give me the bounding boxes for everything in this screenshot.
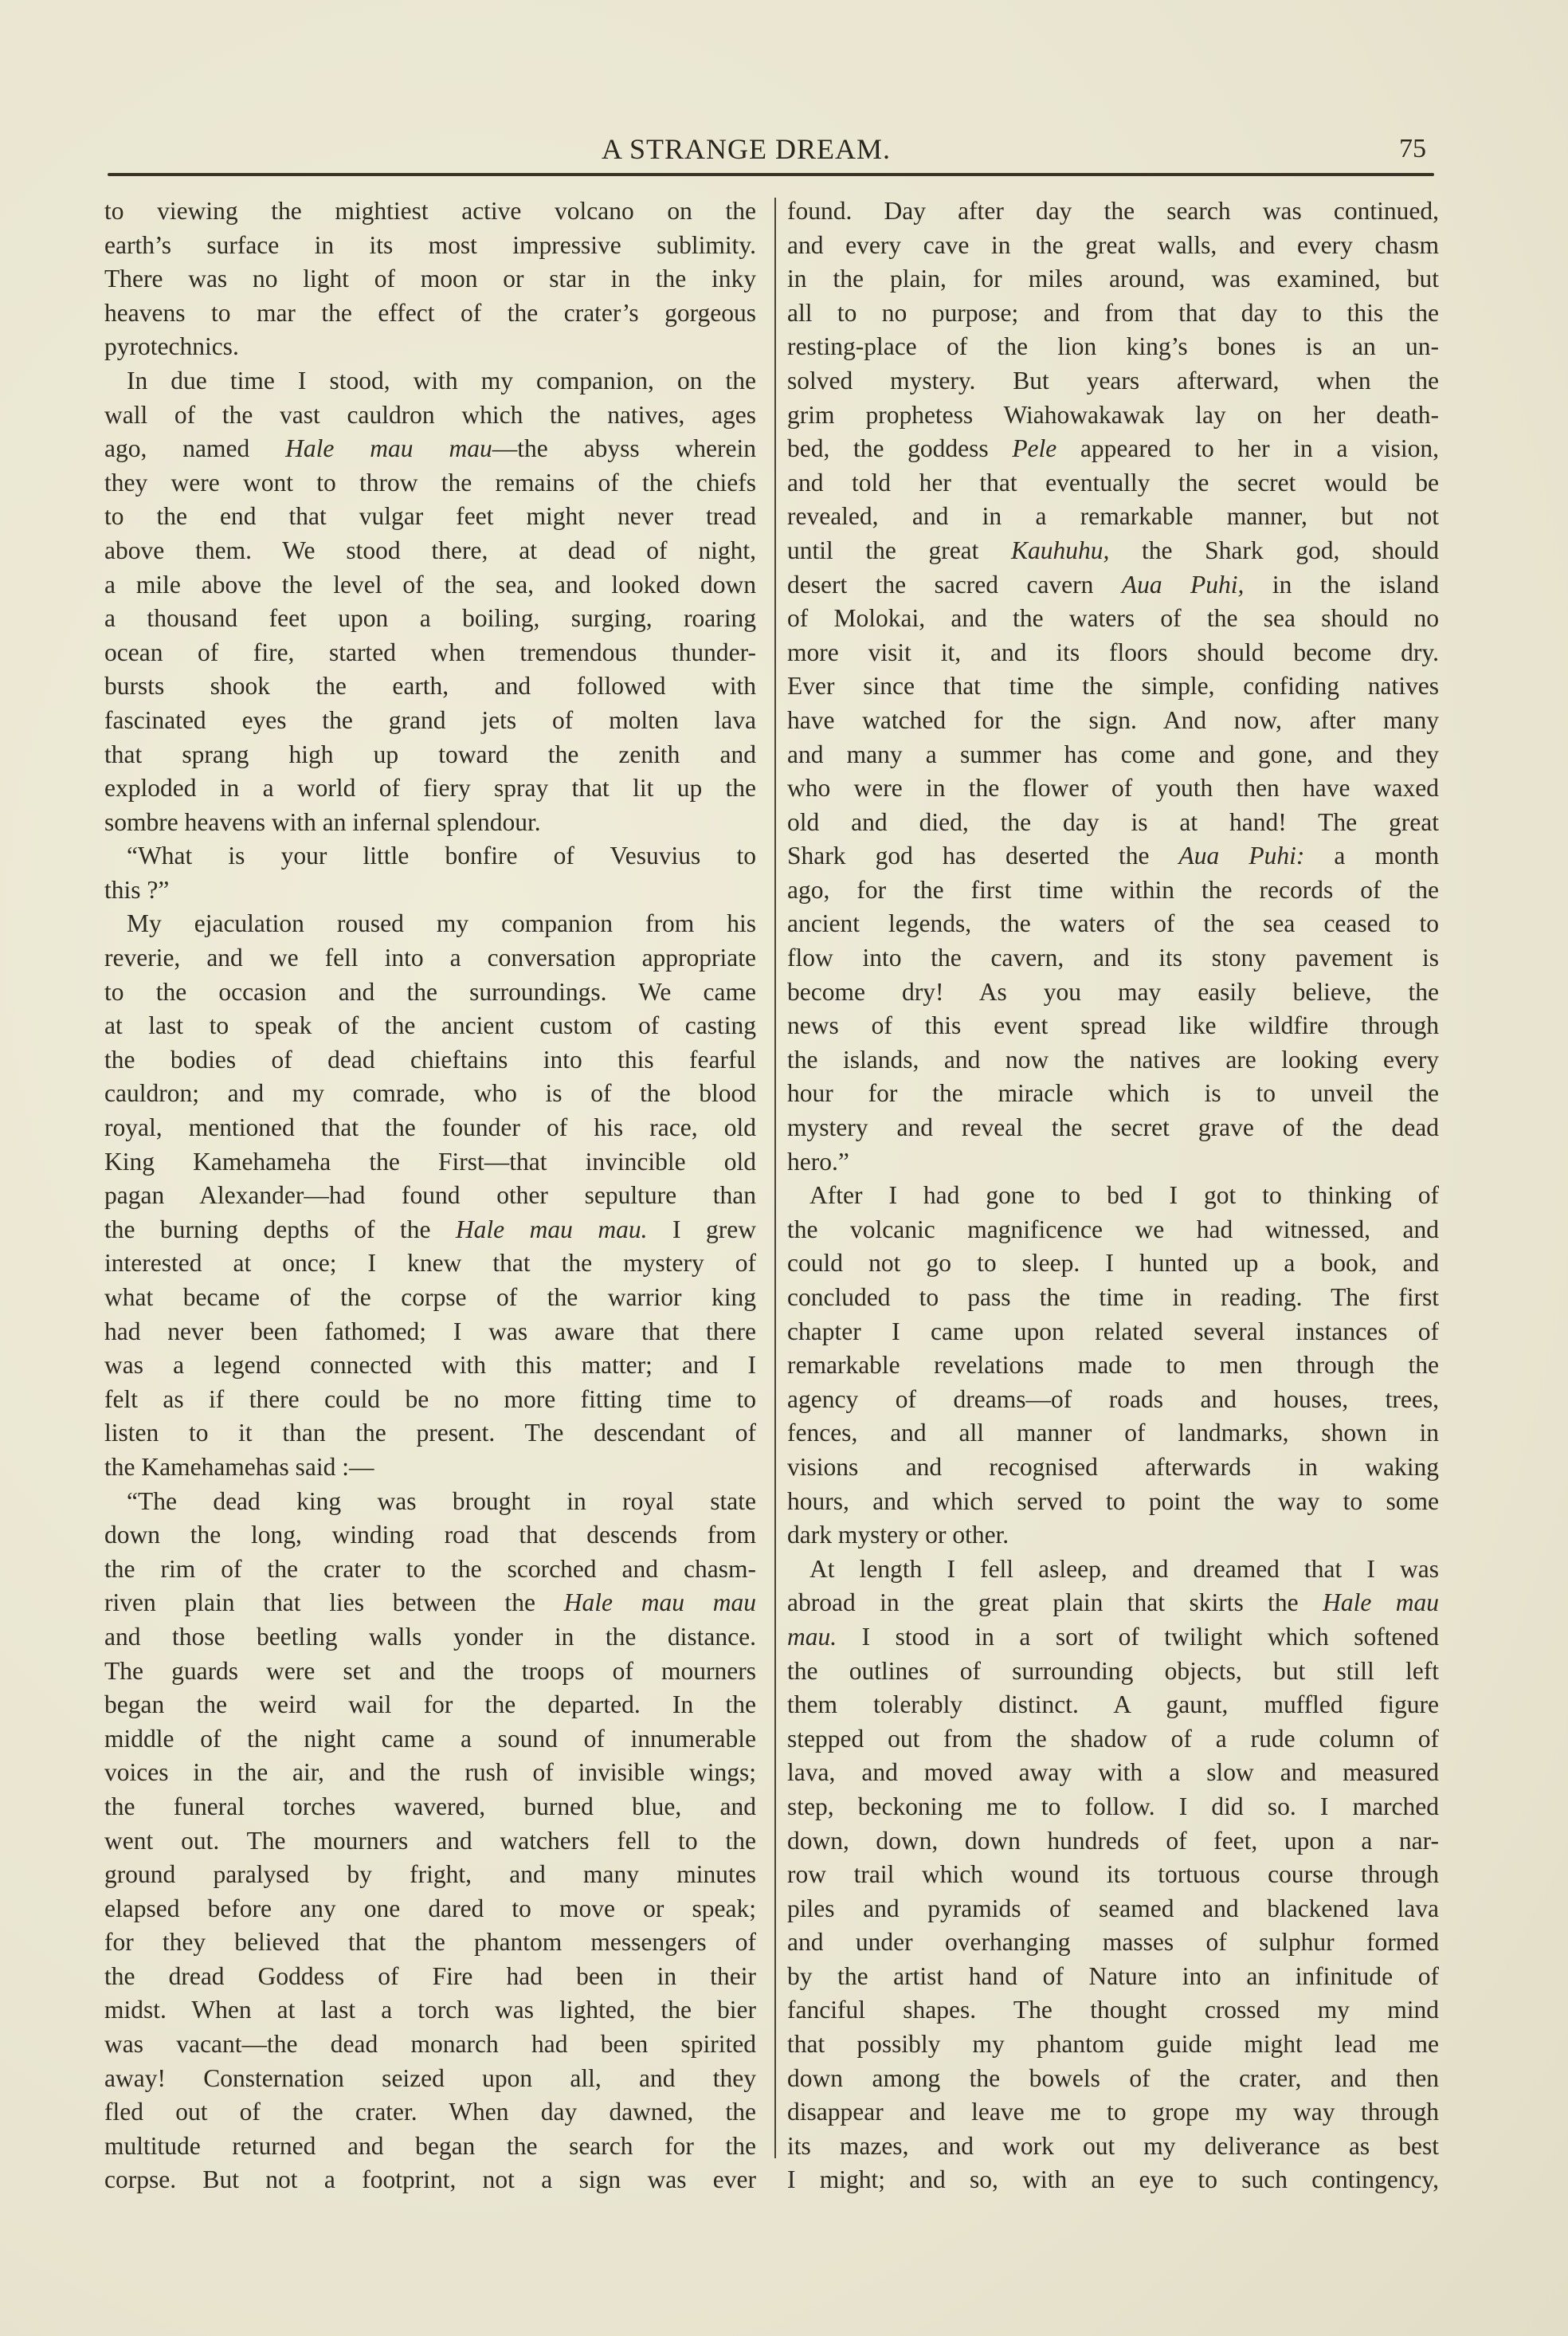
italic-term: Hale mau mau. [455,1215,648,1243]
text-line: ancient legends, the waters of the sea ceased to [787,909,1439,938]
text-line: The guards were set and the troops of mourners [104,1656,756,1685]
text-line: fascinated eyes the grand jets of molten lava [104,705,756,734]
text-line: was vacant—the dead monarch had been spirited [104,2030,756,2059]
text-line: exploded in a world of fiery spray that lit up the [104,774,756,803]
text-line: I might; and so, with an eye to such contingency, [787,2165,1439,2194]
text-line: in the plain, for miles around, was examined, but [787,265,1439,293]
text-line: this ?” [104,875,170,904]
text-line: lava, and moved away with a slow and measured [787,1758,1439,1787]
text-line: old and died, the day is at hand! The great [787,807,1439,836]
text-line: news of this event spread like wildfire through [787,1011,1439,1040]
header-rule [108,173,1434,176]
text-line: at last to speak of the ancient custom of casting [104,1011,756,1040]
text-line: mystery and reveal the secret grave of the dead [787,1113,1439,1142]
text-line: hero.” [787,1147,849,1176]
text-line: down, down, down hundreds of feet, upon a nar- [787,1826,1439,1855]
text-line: dark mystery or other. [787,1521,1009,1549]
text-line: all to no purpose; and from that day to this the [787,298,1439,327]
text-line: hour for the miracle which is to unveil the [787,1079,1439,1108]
text-line: desert the sacred cavern Aua Puhi, in the island [787,570,1439,599]
text-line: who were in the flower of youth then have waxed [787,774,1439,803]
text-line: and many a summer has come and gone, and they [787,740,1439,768]
text-line: elapsed before any one dared to move or speak; [104,1894,756,1922]
text-line: ago, for the first time within the records of the [787,875,1439,904]
text-line: they were wont to throw the remains of the chiefs [104,468,756,497]
text-line: ago, named Hale mau mau—the abyss wherein [104,434,756,463]
text-line: mau. I stood in a sort of twilight which softened [787,1622,1439,1651]
italic-term: Aua Puhi: [1178,842,1305,870]
text-line: become dry! As you may easily believe, the [787,977,1439,1006]
text-line: to the occasion and the surroundings. We came [104,977,756,1006]
text-line: resting-place of the lion king’s bones is an un- [787,332,1439,361]
running-title: A STRANGE DREAM. [602,133,892,165]
text-line: fences, and all manner of landmarks, shown in [787,1419,1439,1447]
text-line: them tolerably distinct. A gaunt, muffled figure [787,1690,1439,1719]
text-line: that sprang high up toward the zenith and [104,740,756,768]
text-line: bursts shook the earth, and followed with [104,672,756,701]
text-line: disappear and leave me to grope my way through [787,2098,1439,2126]
text-line: could not go to sleep. I hunted up a book, and [787,1249,1439,1278]
text-line: the volcanic magnificence we had witnessed, and [787,1215,1439,1243]
text-line: voices in the air, and the rush of invisible wings; [104,1758,756,1787]
text-line: fled out of the crater. When day dawned, the [104,2098,756,2126]
text-line: middle of the night came a sound of innumerable [104,1724,756,1753]
italic-term: Hale mau mau [563,1588,756,1617]
text-line: and every cave in the great walls, and every chasm [787,230,1439,259]
italic-term: Kauhuhu, [1011,536,1110,564]
text-line: began the weird wail for the departed. In the [104,1690,756,1719]
running-head [104,132,1442,171]
text-line: by the artist hand of Nature into an infinitude of [787,1961,1439,1990]
text-line: felt as if there could be no more fitting time to [104,1384,756,1413]
text-line: down among the bowels of the crater, and then [787,2063,1439,2092]
text-line: chapter I came upon related several instances of [787,1317,1439,1345]
italic-term: Hale mau [1323,1588,1439,1617]
text-line: riven plain that lies between the Hale mau mau [104,1588,756,1617]
italic-term: Hale mau mau [285,434,492,463]
text-line: There was no light of moon or star in the inky [104,265,756,293]
text-line: listen to it than the present. The descendant of [104,1419,756,1447]
page-number: 75 [1399,134,1426,163]
text-line: visions and recognised afterwards in waking [787,1452,1439,1481]
text-line: the rim of the crater to the scorched and chasm- [104,1554,756,1583]
text-line: concluded to pass the time in reading. The first [787,1283,1439,1311]
text-line: for they believed that the phantom messengers of [104,1928,756,1957]
text-line: to the end that vulgar feet might never tread [104,502,756,531]
text-line: and those beetling walls yonder in the distance. [104,1622,756,1651]
text-line: stepped out from the shadow of a rude column of [787,1724,1439,1753]
text-line: pagan Alexander—had found other sepulture than [104,1181,756,1210]
text-line: grim prophetess Wiahowakawak lay on her death- [787,400,1439,429]
italic-term: Pele [1012,434,1057,463]
left-column [104,194,756,2197]
text-line: interested at once; I knew that the mystery of [104,1249,756,1278]
text-line: Ever since that time the simple, confiding natives [787,672,1439,701]
text-line: of Molokai, and the waters of the sea should no [787,604,1439,633]
text-line: fanciful shapes. The thought crossed my mind [787,1996,1439,2024]
text-line: away! Consternation seized upon all, and they [104,2063,756,2092]
text-line: until the great Kauhuhu, the Shark god, should [787,536,1439,564]
text-line: and under overhanging masses of sulphur formed [787,1928,1439,1957]
text-line: found. Day after day the search was continued, [787,197,1439,225]
text-line: My ejaculation roused my companion from his [127,909,756,938]
text-line: pyrotechnics. [104,332,239,361]
text-line: went out. The mourners and watchers fell to the [104,1826,756,1855]
right-column [787,194,1439,2197]
text-line: the islands, and now the natives are looking every [787,1045,1439,1074]
text-line: reverie, and we fell into a conversation appropriate [104,944,756,972]
text-line: hours, and which served to point the way to some [787,1486,1439,1515]
text-line: “What is your little bonfire of Vesuvius to [127,842,756,870]
text-line: the dread Goddess of Fire had been in their [104,1961,756,1990]
text-line: the bodies of dead chieftains into this fearful [104,1045,756,1074]
text-line: sombre heavens with an infernal splendour. [104,807,541,836]
text-line: ground paralysed by fright, and many minutes [104,1860,756,1889]
text-line: piles and pyramids of seamed and blackened lava [787,1894,1439,1922]
text-line: In due time I stood, with my companion, on the [127,366,756,395]
text-line: the outlines of surrounding objects, but still left [787,1656,1439,1685]
text-line: corpse. But not a footprint, not a sign was ever [104,2165,756,2194]
column-divider [774,198,776,2158]
text-line: earth’s surface in its most impressive sublimity. [104,230,756,259]
text-line: and told her that eventually the secret would be [787,468,1439,497]
text-line: was a legend connected with this matter; and I [104,1351,756,1380]
italic-term: mau. [787,1622,837,1651]
text-line: abroad in the great plain that skirts the Hale mau [787,1588,1439,1617]
text-line: “The dead king was brought in royal state [127,1486,756,1515]
text-line: down the long, winding road that descends from [104,1521,756,1549]
text-line: multitude returned and began the search for the [104,2131,756,2160]
text-line: After I had gone to bed I got to thinking of [809,1181,1439,1210]
text-line: what became of the corpse of the warrior king [104,1283,756,1311]
text-line: flow into the cavern, and its stony pavement is [787,944,1439,972]
text-line: row trail which wound its tortuous course through [787,1860,1439,1889]
text-line: King Kamehameha the First—that invincible old [104,1147,756,1176]
text-line: had never been fathomed; I was aware that there [104,1317,756,1345]
text-line: heavens to mar the effect of the crater’s gorgeous [104,298,756,327]
text-line: the Kamehamehas said :— [104,1452,374,1481]
text-line: to viewing the mightiest active volcano on the [104,197,756,225]
text-line: that possibly my phantom guide might lead me [787,2030,1439,2059]
text-line: wall of the vast cauldron which the natives, ages [104,400,756,429]
text-line: At length I fell asleep, and dreamed that I was [809,1554,1439,1583]
text-line: a thousand feet upon a boiling, surging, roaring [104,604,756,633]
text-line: its mazes, and work out my deliverance as best [787,2131,1439,2160]
text-line: the funeral torches wavered, burned blue, and [104,1792,756,1820]
text-line: more visit it, and its floors should become dry. [787,638,1439,666]
text-line: agency of dreams—of roads and houses, trees, [787,1384,1439,1413]
text-line: remarkable revelations made to men through the [787,1351,1439,1380]
text-line: have watched for the sign. And now, after many [787,705,1439,734]
italic-term: Aua Puhi, [1121,570,1245,599]
text-line: Shark god has deserted the Aua Puhi: a month [787,842,1439,870]
text-line: cauldron; and my comrade, who is of the blood [104,1079,756,1108]
text-line: revealed, and in a remarkable manner, but not [787,502,1439,531]
text-line: a mile above the level of the sea, and looked down [104,570,756,599]
text-line: midst. When at last a torch was lighted, the bier [104,1996,756,2024]
text-line: solved mystery. But years afterward, when the [787,366,1439,395]
text-line: above them. We stood there, at dead of night, [104,536,756,564]
text-line: bed, the goddess Pele appeared to her in a vision, [787,434,1439,463]
text-line: ocean of fire, started when tremendous thunder- [104,638,756,666]
text-line: royal, mentioned that the founder of his race, old [104,1113,756,1142]
text-line: the burning depths of the Hale mau mau. I grew [104,1215,756,1243]
text-line: step, beckoning me to follow. I did so. I marched [787,1792,1439,1820]
